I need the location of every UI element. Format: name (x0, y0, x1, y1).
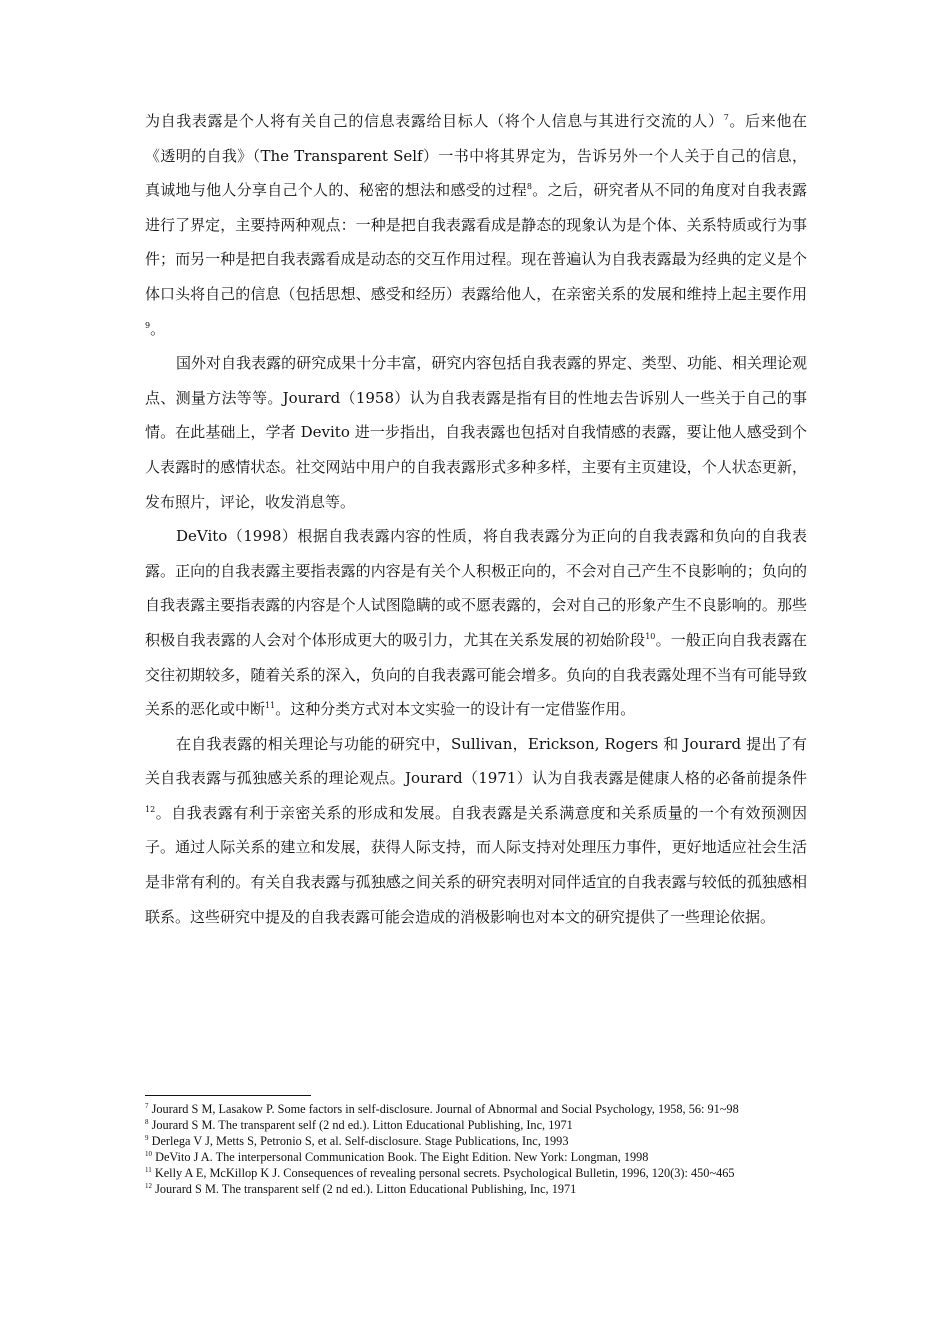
paragraph-4: 在自我表露的相关理论与功能的研究中，Sullivan，Erickson, Rogers 和 Jourard 提出了有关自我表露与孤独感关系的理论观点。Jourard（1971）认为自我表露是健康人格的必备前提条件$^{12}$。自我表露有利于亲密关系的形成和发展。自我表露是关系满意度和关系质量的一个有效预测因子。通过人际关系的建立和发展，获得人际支持，而人际支持对处理压力事件，更好地适应社会生活是非常有利的。有关自我表露与孤独感之间关系的研究表明对同伴适宜的自我表露与较低的孤独感相联系。这些研究中提及的自我表露可能会造成的消极影响也对本文的研究提供了一些理论依据。 (145, 734, 807, 926)
footnote-ref-10[interactable]: 10 (645, 631, 656, 641)
footnote-12: $^{12}$ Jourard S M. The transparent self (2 nd ed.). Litton Educational Publishing, Inc, 1971 (145, 1182, 577, 1196)
footnote-separator (145, 1095, 311, 1096)
document-body (145, 104, 807, 934)
footnote-ref-11[interactable]: 11 (265, 701, 276, 711)
footnote-7: $^7$ Jourard S M, Lasakow P. Some factors in self-disclosure. Journal of Abnormal and Social Psychology, 1958, 56: 91~98 (145, 1102, 739, 1116)
footnote-11: $^{11}$ Kelly A E, McKillop K J. Consequences of revealing personal secrets. Psychological Bulletin, 1996, 120(3): 450~465 (145, 1166, 735, 1180)
paragraph-2: 国外对自我表露的研究成果十分丰富，研究内容包括自我表露的界定、类型、功能、相关理论观点、测量方法等等。Jourard（1958）认为自我表露是指有目的性地去告诉别人一些关于自己的事情。在此基础上，学者 Devito 进一步指出，自我表露也包括对自我情感的表露，要让他人感受到个人表露时的感情状态。社交网站中用户的自我表露形式多种多样，主要有主页建设，个人状态更新，发布照片，评论，收发消息等。 (145, 354, 807, 511)
paragraph-1: 为自我表露是个人将有关自己的信息表露给目标人（将个人信息与其进行交流的人）$^7$。后来他在《透明的自我》（The Transparent Self）一书中将其界定为，告诉另外一个人关于自己的信息，真诚地与他人分享自己个人的、秘密的想法和感受的过程$^8$。之后，研究者从不同的角度对自我表露进行了界定，主要持两种观点：一种是把自我表露看成是静态的现象认为是个体、关系特质或行为事件；而另一种是把自我表露看成是动态的交互作用过程。现在普遍认为自我表露最为经典的定义是个体口头将自己的信息（包括思想、感受和经历）表露给他人，在亲密关系的发展和维持上起主要作用$^9$。 (145, 112, 807, 338)
paragraph-3: DeVito（1998）根据自我表露内容的性质，将自我表露分为正向的自我表露和负向的自我表露。正向的自我表露主要指表露的内容是有关个人积极正向的，不会对自己产生不良影响的；负向的自我表露主要指表露的内容是个人试图隐瞒的或不愿表露的，会对自己的形象产生不良影响的。那些积极自我表露的人会对个体形成更大的吸引力，尤其在关系发展的初始阶段$^{10}$。一般正向自我表露在交往初期较多，随着关系的深入，负向的自我表露可能会增多。负向的自我表露处理不当有可能导致关系的恶化或中断$^{11}$。这种分类方式对本文实验一的设计有一定借鉴作用。 (145, 527, 807, 719)
footnote-ref-12[interactable]: 12 (145, 804, 156, 814)
footnote-9: $^9$ Derlega V J, Metts S, Petronio S, et al. Self-disclosure. Stage Publications, Inc, 1993 (145, 1134, 569, 1148)
footnote-ref-8[interactable]: 8 (526, 182, 533, 192)
footnote-ref-9[interactable]: 9 (145, 320, 151, 330)
footnote-8: $^8$ Jourard S M. The transparent self (2 nd ed.). Litton Educational Publishing, Inc, 1971 (145, 1118, 573, 1132)
footnote-ref-7[interactable]: 7 (723, 113, 729, 122)
footnotes (145, 1101, 807, 1197)
footnote-10: $^{10}$ DeVito J A. The interpersonal Communication Book. The Eight Edition. New York: Longman, 1998 (145, 1150, 649, 1164)
